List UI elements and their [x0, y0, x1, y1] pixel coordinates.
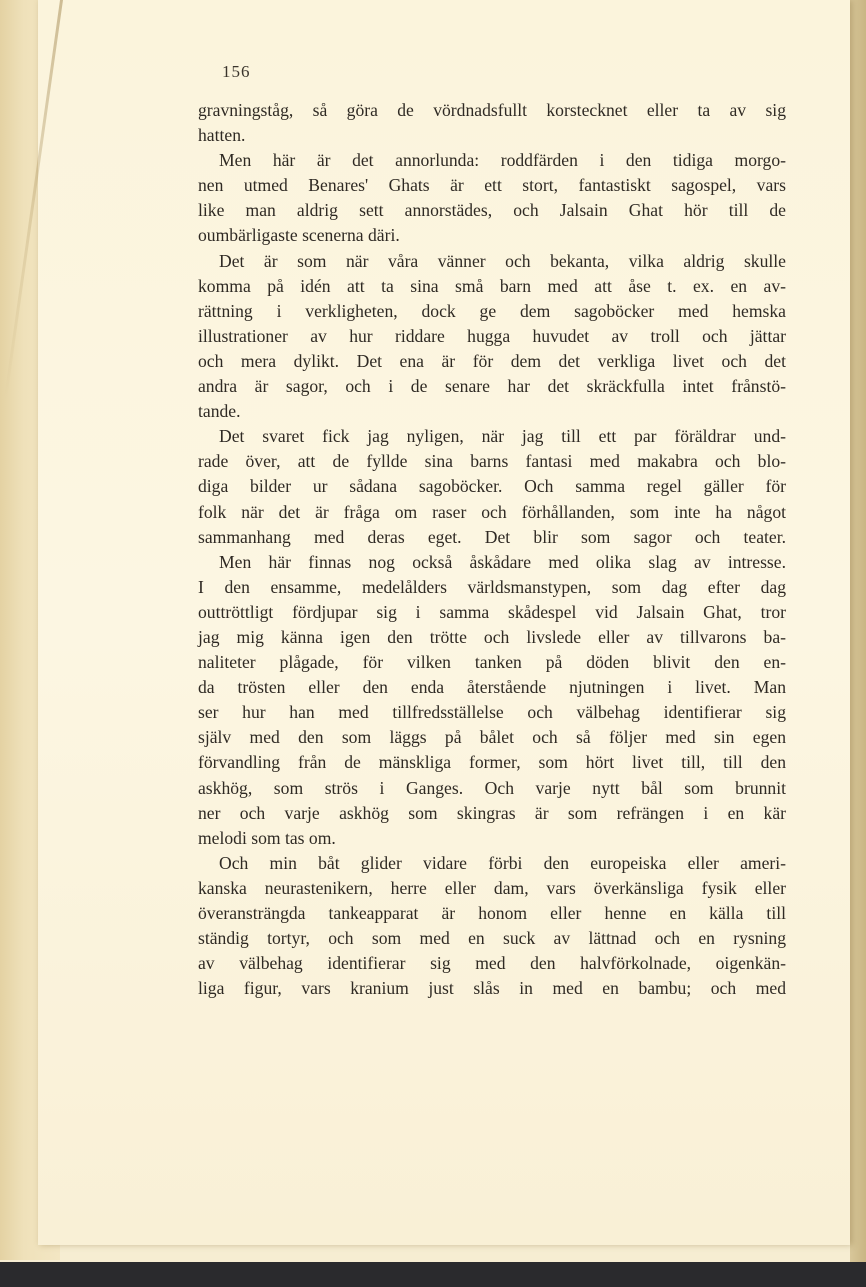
- text-line: komma på idén att ta sina små barn med att åse t. ex. en av-: [198, 275, 786, 296]
- body-text: [198, 98, 786, 1001]
- text-line: da trösten eller den enda återstående njutningen i livet. Man: [198, 677, 786, 698]
- text-line: överansträngda tankeapparat är honom eller henne en källa till: [198, 903, 786, 923]
- text-line: jag mig känna igen den trötte och livslede eller av tillvarons ba-: [198, 626, 786, 647]
- text-line: Och min båt glider vidare förbi den europeiska eller ameri-: [219, 852, 786, 873]
- text-line: hatten.: [198, 125, 246, 146]
- text-line: förvandling från de mänskliga former, som hört livet till, till den: [198, 752, 786, 773]
- text-line: liga figur, vars kranium just slås in med en bambu; och med: [198, 978, 786, 999]
- text-line: folk när det är fråga om raser och förhållanden, som inte ha något: [198, 501, 786, 522]
- text-line: like man aldrig sett annorstädes, och Jalsain Ghat hör till de: [198, 200, 786, 221]
- text-line: gravningståg, så göra de vördnadsfullt korstecknet eller ta av sig: [198, 100, 786, 120]
- text-line: kanska neurastenikern, herre eller dam, vars överkänsliga fysik eller: [198, 877, 786, 898]
- text-line: askhög, som strös i Ganges. Och varje nytt bål som brunnit: [198, 777, 786, 798]
- text-line: oumbärligaste scenerna däri.: [198, 225, 400, 246]
- text-line: själv med den som läggs på bålet och så följer med sin egen: [198, 727, 786, 748]
- text-line: diga bilder ur sådana sagoböcker. Och samma regel gäller för: [198, 476, 786, 497]
- text-line: av välbehag identifierar sig med den halvförkolnade, oigenkän-: [198, 953, 786, 974]
- text-line: och mera dylikt. Det ena är för dem det verkliga livet och det: [198, 350, 786, 371]
- text-line: ständig tortyr, och som med en suck av lättnad och en rysning: [198, 928, 786, 949]
- text-line: outtröttligt fördjupar sig i samma skådespel vid Jalsain Ghat, tror: [198, 601, 786, 622]
- text-line: ser hur han med tillfredsställelse och välbehag identifierar sig: [198, 702, 786, 723]
- text-line: naliteter plågade, för vilken tanken på döden blivit den en-: [198, 652, 786, 673]
- page-number: 156: [222, 62, 251, 81]
- text-line: Det svaret fick jag nyligen, när jag till ett par föräldrar und-: [219, 426, 786, 447]
- background-strip-right: [850, 0, 866, 1262]
- text-line: Men här finnas nog också åskådare med olika slag av intresse.: [219, 551, 786, 572]
- background-strip-bottom: [0, 1262, 866, 1287]
- text-line: nen utmed Benares' Ghats är ett stort, fantastiskt sagospel, vars: [198, 175, 786, 196]
- text-line: Det är som när våra vänner och bekanta, vilka aldrig skulle: [219, 250, 786, 271]
- text-line: rade över, att de fyllde sina barns fantasi med makabra och blo-: [198, 451, 786, 472]
- text-line: tande.: [198, 401, 241, 422]
- text-line: Men här är det annorlunda: roddfärden i den tidiga morgo-: [219, 150, 786, 171]
- text-line: illustrationer av hur riddare hugga huvudet av troll och jättar: [198, 325, 786, 346]
- text-line: ner och varje askhög som skingras är som refrängen i en kär: [198, 802, 786, 823]
- text-line: sammanhang med deras eget. Det blir som sagor och teater.: [198, 526, 786, 547]
- text-line: I den ensamme, medelålders världsmanstypen, som dag efter dag: [198, 576, 786, 597]
- text-line: melodi som tas om.: [198, 827, 336, 848]
- text-line: rättning i verkligheten, dock ge dem sagoböcker med hemska: [198, 300, 786, 321]
- text-line: andra är sagor, och i de senare har det skräckfulla intet frånstö-: [198, 376, 786, 397]
